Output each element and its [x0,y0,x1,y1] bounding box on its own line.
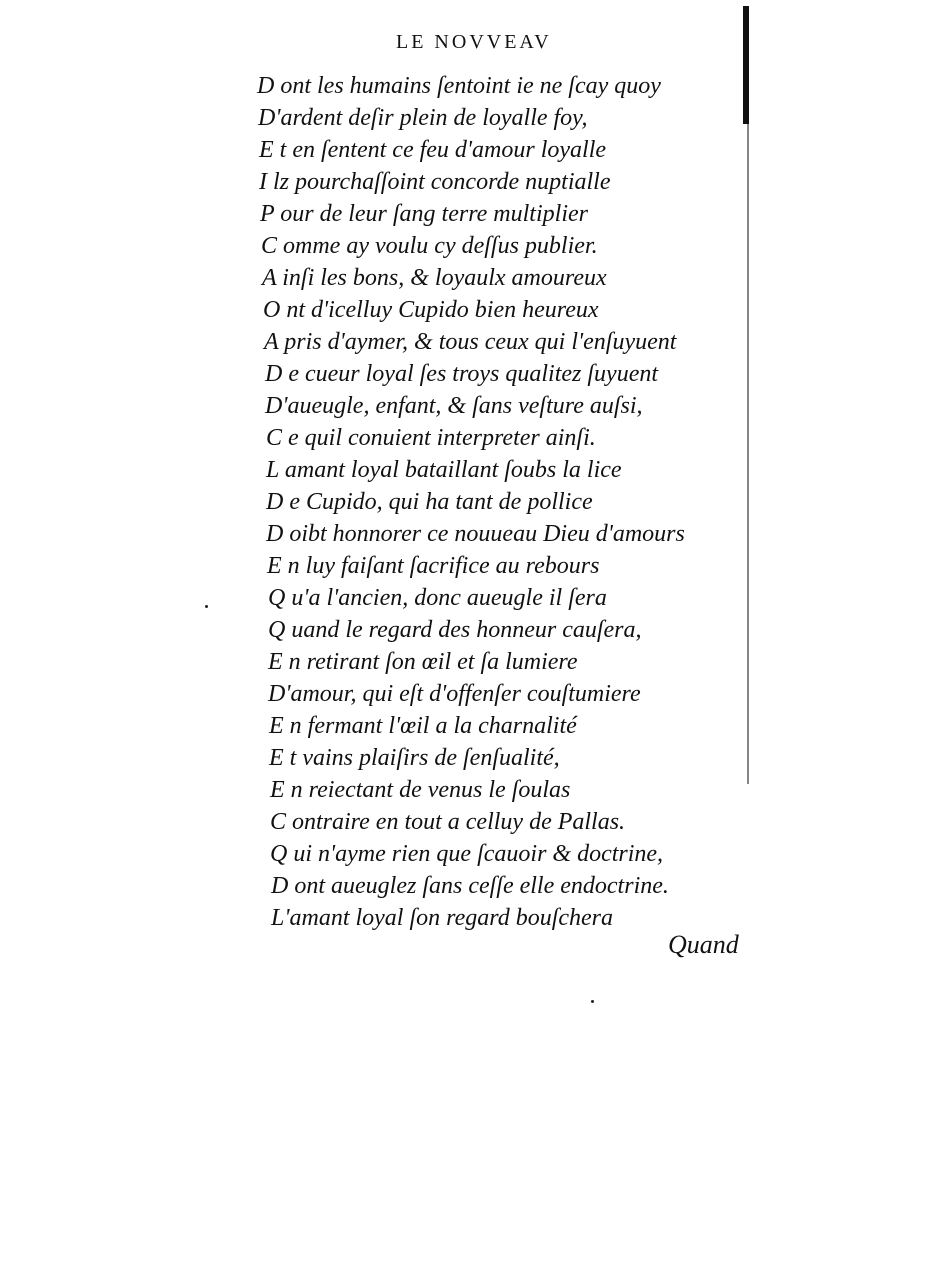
verse-line: Q ui n'ayme rien que ſcauoir & doctrine, [270,841,664,867]
verse-line: D ont les humains ſentoint ie ne ſcay quoy [257,73,661,99]
verse-line: D'ardent deſir plein de loyalle foy, [258,105,588,131]
verse-line: L amant loyal bataillant ſoubs la lice [266,457,622,483]
verse-line: E n fermant l'œil a la charnalité [269,713,577,739]
verse-line: D'amour, qui eſt d'offenſer couſtumiere [268,681,641,707]
verse-line: C e quil conuient interpreter ainſi. [266,425,596,451]
verse-line: D'aueugle, enfant, & ſans veſture auſsi, [265,393,643,419]
verse-line: I lz pourchaſſoint concorde nuptialle [259,169,611,195]
verse-line: Q u'a l'ancien, donc aueugle il ſera [268,585,607,611]
verse-line: C omme ay voulu cy deſſus publier. [261,233,598,259]
verse-line: C ontraire en tout a celluy de Pallas. [270,809,626,835]
verse-line: P our de leur ſang terre multiplier [260,201,588,227]
page-edge-shadow [743,6,749,124]
verse-line: D oibt honnorer ce nouueau Dieu d'amours [266,521,685,547]
verse-line: Q uand le regard des honneur cauſera, [268,617,642,643]
running-title: LE NOVVEAV [396,31,552,53]
print-speck [205,605,208,608]
verse-line: A pris d'aymer, & tous ceux qui l'enſuyuent [264,329,677,355]
verse-line: E t en ſentent ce feu d'amour loyalle [259,137,607,163]
catchword: Quand [668,930,739,959]
verse-line: E t vains plaiſirs de ſenſualité, [269,745,560,771]
verse-line: E n reiectant de venus le ſoulas [270,777,571,803]
print-speck [591,1000,594,1003]
verse-line: O nt d'icelluy Cupido bien heureux [263,297,599,323]
verse-line: E n luy faiſant ſacrifice au rebours [267,553,600,579]
verse-line: D e Cupido, qui ha tant de pollice [266,489,593,515]
page-edge-line [747,124,749,784]
verse-line: D e cueur loyal ſes troys qualitez ſuyuent [265,361,659,387]
verse-line: D ont aueuglez ſans ceſſe elle endoctrine. [271,873,669,899]
verse-line: A inſi les bons, & loyaulx amoureux [262,265,607,291]
verse-line: L'amant loyal ſon regard bouſchera [271,905,613,931]
verse-line: E n retirant ſon œil et ſa lumiere [268,649,578,675]
